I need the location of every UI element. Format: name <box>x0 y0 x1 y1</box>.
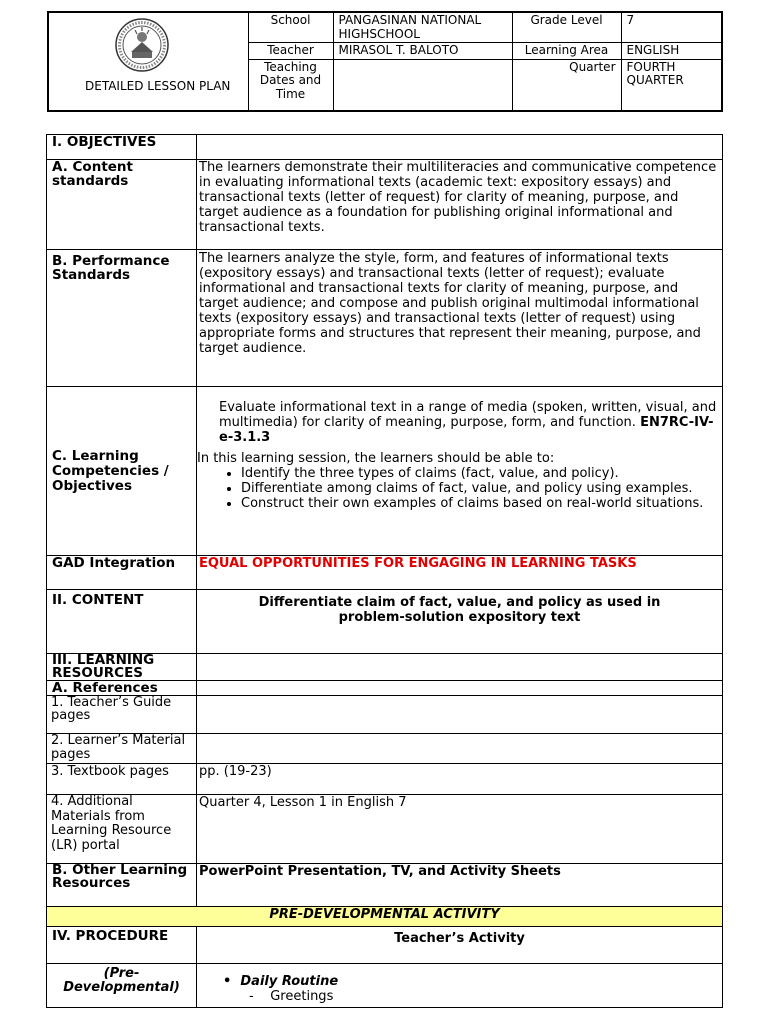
learning-resources-empty-cell <box>197 654 723 681</box>
lesson-plan-table <box>46 134 723 1008</box>
list-item: • Construct their own examples of claims based on real-world situations. <box>241 496 718 511</box>
textbook-pages-value: pp. (19-23) <box>197 764 723 795</box>
competency-statement <box>197 400 718 445</box>
dash-icon: - <box>249 989 271 1004</box>
document-title: DETAILED LESSON PLAN <box>85 79 231 93</box>
header-table <box>47 11 723 112</box>
teaching-dates-value <box>333 59 512 111</box>
teachers-activity-heading: Teacher’s Activity <box>197 927 723 964</box>
learners-material-label: 2. Learner’s Material pages <box>47 734 197 764</box>
content-standards-label: A. Content standards <box>47 160 197 250</box>
objectives-heading: I. OBJECTIVES <box>47 135 197 160</box>
school-value: PANGASINAN NATIONAL HIGHSCHOOL <box>333 12 512 43</box>
textbook-pages-label: 3. Textbook pages <box>47 764 197 795</box>
daily-routine-cell <box>197 964 723 1008</box>
learning-resources-heading: III. LEARNING RESOURCES <box>47 654 197 681</box>
school-label: School <box>248 12 333 43</box>
additional-materials-label: 4. Additional Materials from Learning Resource (LR) portal <box>47 795 197 864</box>
performance-standards-label: B. Performance Standards <box>47 250 197 387</box>
grade-level-label: Grade Level <box>512 12 621 43</box>
quarter-value: FOURTH QUARTER <box>621 59 722 111</box>
teacher-value: MIRASOL T. BALOTO <box>333 43 512 60</box>
learners-material-value <box>197 734 723 764</box>
session-objectives-list <box>197 466 718 511</box>
objectives-empty-cell <box>197 135 723 160</box>
greetings-item: - Greetings <box>249 989 334 1004</box>
competency-text: Evaluate informational text in a range of media (spoken, written, visual, and multimedia) for clarity of meaning, purpose, form, and function. <box>219 400 717 430</box>
teacher-label: Teacher <box>248 43 333 60</box>
learning-area-label: Learning Area <box>512 43 621 60</box>
gad-integration-text: EQUAL OPPORTUNITIES FOR ENGAGING IN LEARNING TASKS <box>197 556 723 590</box>
list-item: • Identify the three types of claims (fact, value, and policy). <box>241 466 718 481</box>
learning-area-value: ENGLISH <box>621 43 722 60</box>
list-item: • Differentiate among claims of fact, value, and policy using examples. <box>241 481 718 496</box>
references-label: A. References <box>47 681 197 696</box>
additional-materials-value: Quarter 4, Lesson 1 in English 7 <box>197 795 723 864</box>
deped-seal-icon <box>115 18 169 72</box>
content-heading: II. CONTENT <box>47 590 197 654</box>
references-empty-cell <box>197 681 723 696</box>
daily-routine-label: • Daily Routine <box>223 974 339 989</box>
teaching-dates-label: Teaching Dates and Time <box>248 59 333 111</box>
session-intro: In this learning session, the learners should be able to: <box>197 451 555 466</box>
grade-level-value: 7 <box>621 12 722 43</box>
bullet-icon: • <box>223 974 241 989</box>
other-resources-label: B. Other Learning Resources <box>47 864 197 907</box>
procedure-heading: IV. PROCEDURE <box>47 927 197 964</box>
content-standards-text: The learners demonstrate their multiliteracies and communicative competence in evaluating informational texts (academic text: expository essays) and transactional texts (letter of request) for clarity of meaning, purpose, and target audience as a foundation for publishing original informational and transactional texts. <box>197 160 723 250</box>
content-text: Differentiate claim of fact, value, and policy as used in problem-solution expository text <box>197 590 723 654</box>
other-resources-value: PowerPoint Presentation, TV, and Activity Sheets <box>197 864 723 907</box>
learning-competencies-label: C. Learning Competencies / Objectives <box>47 387 197 556</box>
pre-developmental-stage-label: (Pre-Developmental) <box>47 964 197 1008</box>
teachers-guide-label: 1. Teacher’s Guide pages <box>47 696 197 734</box>
gad-integration-label: GAD Integration <box>47 556 197 590</box>
teachers-guide-value <box>197 696 723 734</box>
performance-standards-text: The learners analyze the style, form, and features of informational texts (expository essays) and transactional texts (letter of request); evaluate informational and transactional texts for clarity of meaning, purpose, and target audience; and compose and publish original multimodal informational texts (expository essays) and transactional texts (letter of request) using appropriate forms and structures that represent their meaning, purpose, and target audience. <box>197 250 723 387</box>
logo-cell <box>48 12 248 111</box>
quarter-label: Quarter <box>512 59 621 111</box>
pre-developmental-banner: PRE-DEVELOPMENTAL ACTIVITY <box>47 907 723 927</box>
competency-code: EN7RC-IV-e-3.1.3 <box>219 415 714 445</box>
learning-competencies-cell <box>197 387 723 556</box>
